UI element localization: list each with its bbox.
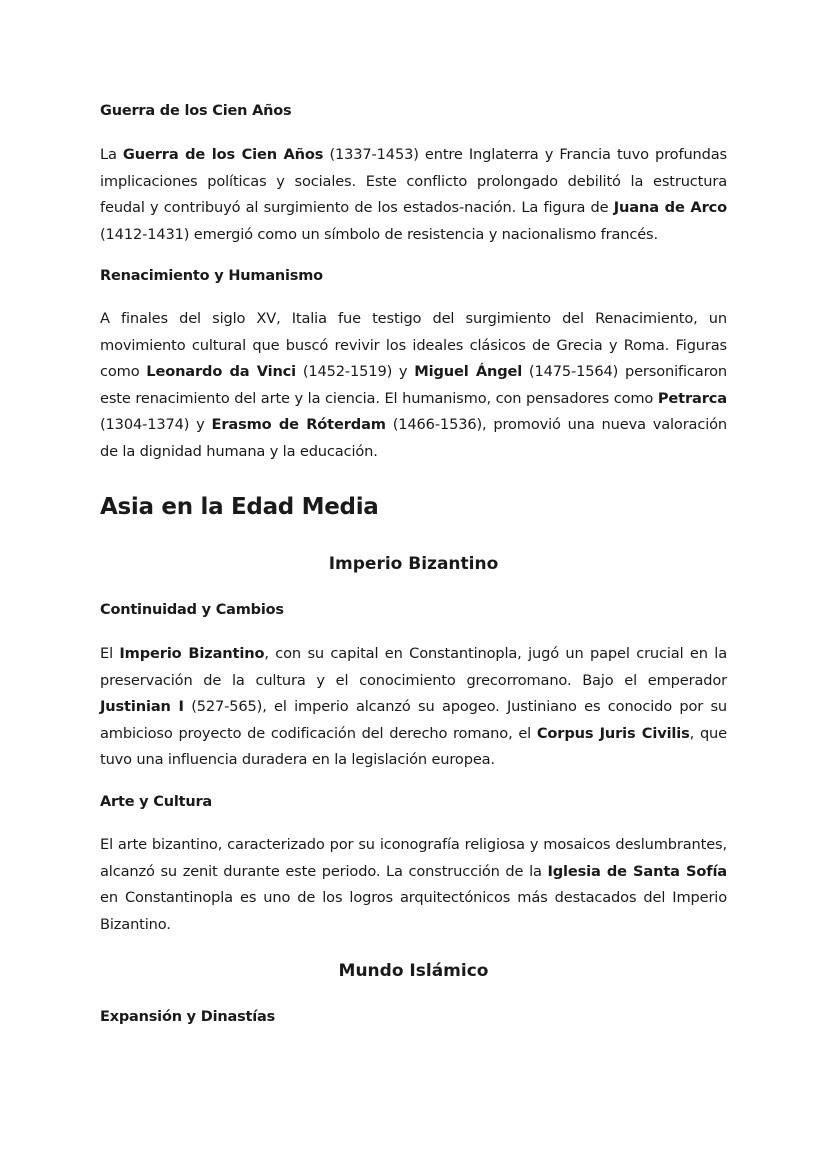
section-heading-continuidad: Continuidad y Cambios [100, 602, 284, 618]
paragraph-arte: El arte bizantino, caracterizado por su iconografía religiosa y mosaicos deslumbrantes, alcanzó su zenit durante este periodo. La construcción de la Iglesia de Santa Sofía en Constantinopla es uno de los logros arquitectónicos más destacados del Imperio Bizantino. [100, 836, 727, 933]
section-heading-guerra: Guerra de los Cien Años [100, 103, 292, 119]
chapter-title-asia: Asia en la Edad Media [100, 494, 379, 520]
section-title-islamico: Mundo Islámico [338, 961, 489, 981]
section-heading-arte: Arte y Cultura [100, 794, 213, 810]
paragraph-continuidad: El Imperio Bizantino, con su capital en Constantinopla, jugó un papel crucial en la preservación de la cultura y el conocimiento grecorromano. Bajo el emperador Justinian I (527-565), el imperio alcanzó su apogeo. Justiniano es conocido por su ambicioso proyecto de codificación del derecho romano, el Corpus Juris Civilis, que tuvo una influencia duradera en la legislación europea. [100, 645, 727, 769]
section-heading-expansion: Expansión y Dinastías [100, 1009, 276, 1025]
paragraph-renacimiento: A finales del siglo XV, Italia fue testigo del surgimiento del Renacimiento, un movimiento cultural que buscó revivir los ideales clásicos de Grecia y Roma. Figuras como Leonardo da Vinci (1452-1519) y Miguel Ángel (1475-1564) personificaron este renacimiento del arte y la ciencia. El humanismo, con pensadores como Petrarca (1304-1374) y Erasmo de Róterdam (1466-1536), promovió una nueva valoración de la dignidad humana y la educación. [100, 310, 727, 460]
section-title-bizantino: Imperio Bizantino [328, 554, 499, 574]
paragraph-guerra: La Guerra de los Cien Años (1337-1453) entre Inglaterra y Francia tuvo profundas implicaciones políticas y sociales. Este conflicto prolongado debilitó la estructura feudal y contribuyó al surgimiento de los estados-nación. La figura de Juana de Arco (1412-1431) emergió como un símbolo de resistencia y nacionalismo francés. [100, 146, 728, 243]
section-heading-renacimiento: Renacimiento y Humanismo [100, 268, 323, 284]
